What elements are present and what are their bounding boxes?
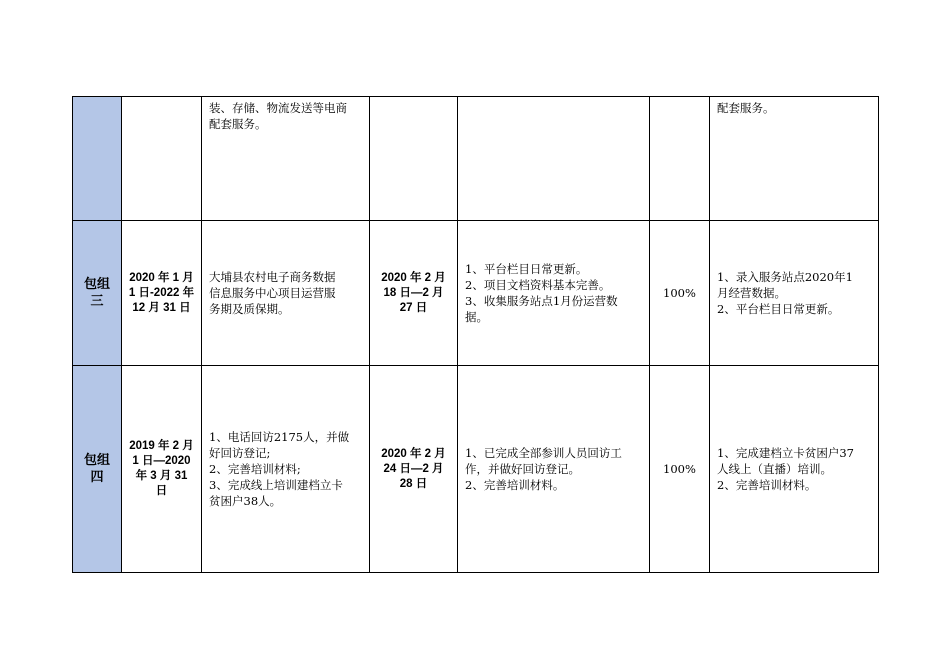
text-line: 2、完善培训材料。: [465, 478, 565, 492]
text-line: 2、项目文档资料基本完善。: [465, 278, 611, 292]
text-line: 贫困户38人。: [209, 494, 282, 508]
notes-cell: [710, 221, 879, 366]
text-line: 24 日—2 月: [383, 462, 444, 475]
text-line: 装、存储、物流发送等电商: [209, 101, 347, 115]
text-line: 18 日—2 月: [383, 286, 444, 299]
text-line: 1、平台栏目日常更新。: [465, 262, 588, 276]
completion-cell: 100%: [650, 366, 710, 573]
task-cell: [202, 97, 370, 221]
progress-cell: [458, 97, 650, 221]
group-label-line1: 包组: [83, 453, 110, 468]
group-label-line2: 三: [90, 294, 104, 309]
report-period-cell: [370, 221, 458, 366]
text-line: 2、完善培训材料。: [717, 478, 817, 492]
table-row: [73, 97, 879, 221]
completion-cell: [650, 97, 710, 221]
task-cell: [202, 221, 370, 366]
group-label-line2: 四: [90, 470, 104, 485]
text-line: 作，并做好回访登记。: [465, 462, 580, 476]
group-cell: [73, 221, 122, 366]
report-period-cell: [370, 97, 458, 221]
text-line: 1、已完成全部参训人员回访工: [465, 446, 622, 460]
text-line: 信息服务中心项目运营服: [209, 286, 336, 300]
task-cell: [202, 366, 370, 573]
report-period-cell: [370, 366, 458, 573]
group-cell: [73, 366, 122, 573]
text-line: 配套服务。: [717, 101, 775, 115]
text-line: 日: [155, 485, 168, 497]
text-line: 月经营数据。: [717, 286, 786, 300]
period-cell: [122, 221, 202, 366]
text-line: 2、平台栏目日常更新。: [717, 302, 840, 316]
group-label-line1: 包组: [83, 277, 110, 292]
text-line: 人线上（直播）培训。: [717, 462, 832, 476]
text-line: 27 日: [399, 301, 428, 314]
text-line: 大埔县农村电子商务数据: [209, 270, 336, 284]
text-line: 据。: [465, 310, 488, 324]
text-line: 务期及质保期。: [209, 302, 290, 316]
progress-cell: [458, 221, 650, 366]
text-line: 2020 年 2 月: [381, 447, 446, 460]
period-cell: [122, 97, 202, 221]
text-line: 1、完成建档立卡贫困户37: [717, 446, 854, 460]
text-line: 年 3 月 31: [135, 470, 188, 482]
text-line: 1 日—2020: [132, 455, 191, 467]
text-line: 1 日-2022 年: [128, 286, 195, 299]
notes-cell: [710, 97, 879, 221]
text-line: 1、录入服务站点2020年1: [717, 270, 853, 284]
notes-cell: [710, 366, 879, 573]
text-line: 2020 年 2 月: [381, 271, 446, 284]
text-line: 12 月 31 日: [132, 301, 191, 314]
text-line: 3、收集服务站点1月份运营数: [465, 294, 618, 308]
text-line: 3、完成线上培训建档立卡: [209, 478, 343, 492]
text-line: 2、完善培训材料;: [209, 462, 301, 476]
text-line: 配套服务。: [209, 117, 267, 131]
period-cell: [122, 366, 202, 573]
table-row: [73, 221, 879, 366]
text-line: 好回访登记;: [209, 446, 271, 460]
table-row: [73, 366, 879, 573]
text-line: 2019 年 2 月: [129, 440, 194, 452]
text-line: 1、电话回访2175人，并做: [209, 430, 350, 444]
completion-cell: 100%: [650, 221, 710, 366]
progress-cell: [458, 366, 650, 573]
text-line: 2020 年 1 月: [129, 271, 194, 284]
text-line: 28 日: [399, 477, 428, 490]
group-cell: [73, 97, 122, 221]
progress-table: [72, 96, 879, 573]
